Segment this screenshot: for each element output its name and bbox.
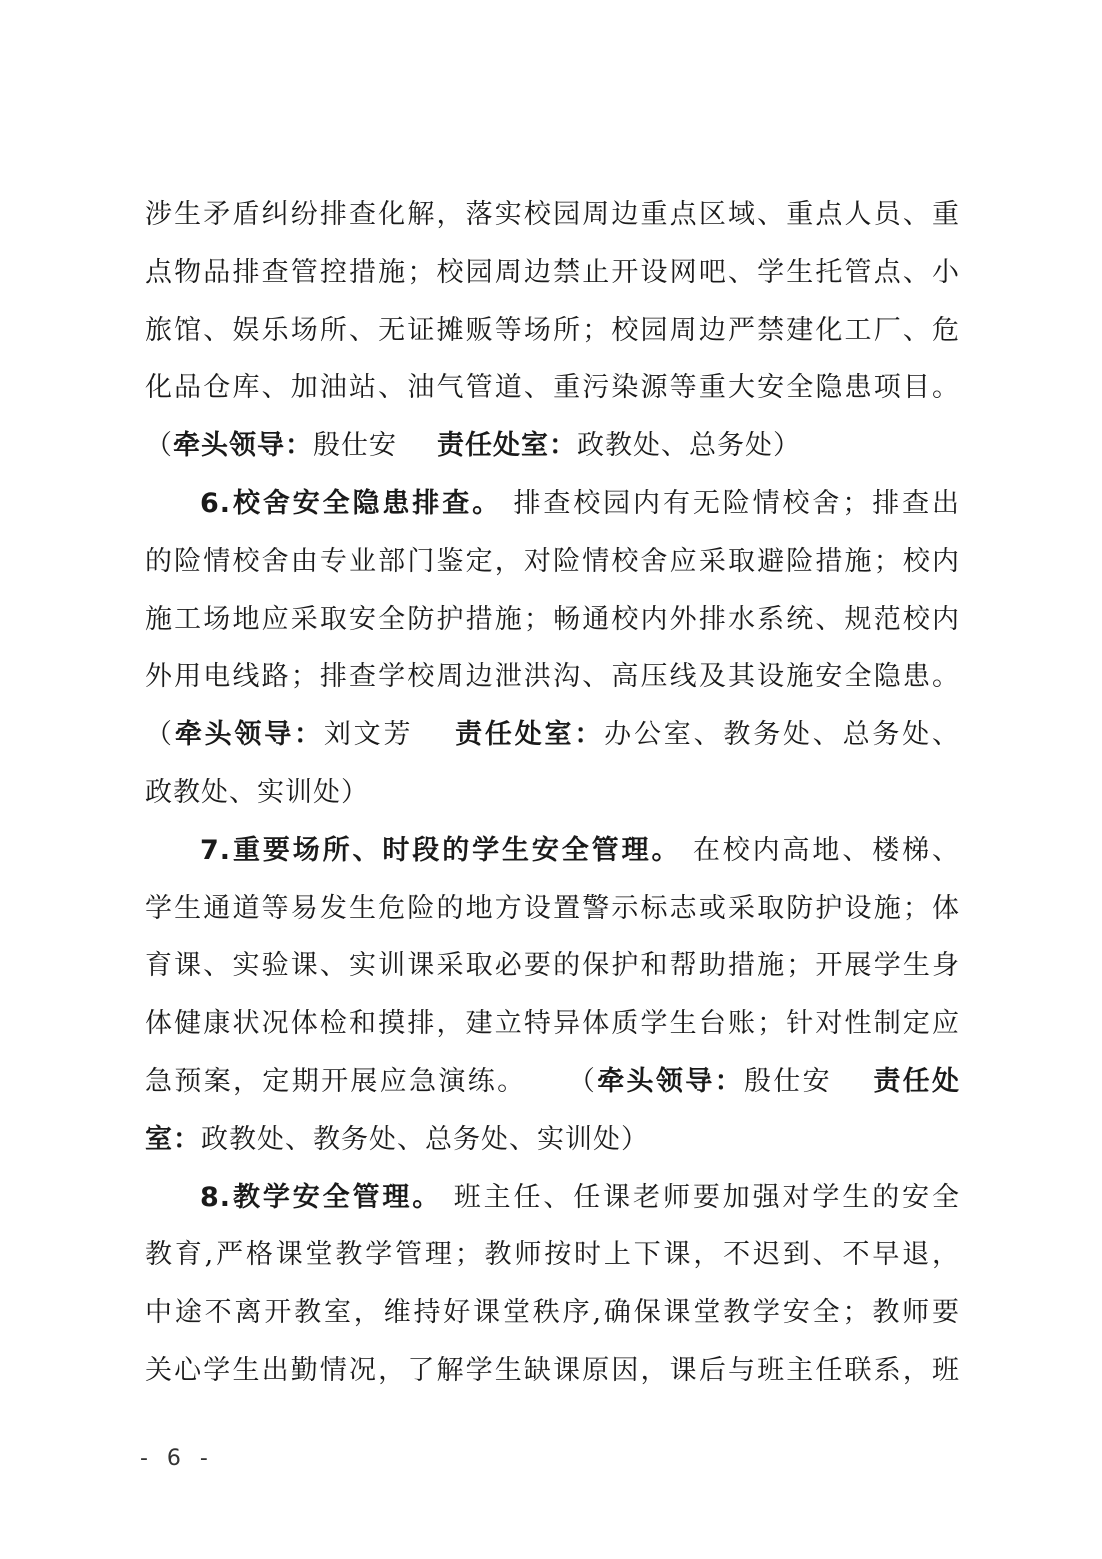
text-line: 关心学生出勤情况，了解学生缺课原因，课后与班主任联系，班 bbox=[145, 1354, 960, 1386]
text-line: 学生通道等易发生危险的地方设置警示标志或采取防护设施；体 bbox=[145, 892, 960, 924]
dept-label: 责任处室： bbox=[453, 719, 605, 751]
page-number: - 6 - bbox=[140, 1446, 214, 1471]
responsibility-line: （牵头领导：殷仕安 责任处室：政教处、总务处） bbox=[145, 430, 801, 462]
document-body bbox=[145, 186, 960, 1400]
text-line: 教育,严格课堂教学管理；教师按时上下课，不迟到、不早退， bbox=[145, 1239, 960, 1271]
text-line: 中途不离开教室，维持好课堂秩序,确保课堂教学安全；教师要 bbox=[145, 1297, 960, 1329]
dept-label: 责任处 bbox=[871, 1065, 961, 1097]
text-line: 体健康状况体检和摸排，建立特异体质学生台账；针对性制定应 bbox=[145, 1008, 960, 1040]
text-line: 育课、实验课、实训课采取必要的保护和帮助措施；开展学生身 bbox=[145, 950, 960, 982]
section-heading-7: 7.重要场所、时段的学生安全管理。 在校内高地、楼梯、 bbox=[200, 834, 960, 866]
text-line: 的险情校舍由专业部门鉴定，对险情校舍应采取避险措施；校内 bbox=[145, 545, 960, 577]
section-title: 6.校舍安全隐患排查。 bbox=[200, 487, 502, 519]
text-line: 点物品排查管控措施；校园周边禁止开设网吧、学生托管点、小 bbox=[145, 256, 960, 288]
text-line: 化品仓库、加油站、油气管道、重污染源等重大安全隐患项目。 bbox=[145, 372, 960, 404]
leader-label: 牵头领导： bbox=[597, 1065, 744, 1097]
text-line: 施工场地应采取安全防护措施；畅通校内外排水系统、规范校内 bbox=[145, 603, 960, 635]
text-line: 外用电线路；排查学校周边泄洪沟、高压线及其设施安全隐患。 bbox=[145, 661, 960, 693]
leader-label: 牵头领导： bbox=[173, 430, 313, 462]
dept-label: 室： bbox=[145, 1123, 201, 1155]
responsibility-line: 急预案，定期开展应急演练。 （牵头领导：殷仕安 责任处 bbox=[145, 1065, 961, 1097]
text-line: 涉生矛盾纠纷排查化解，落实校园周边重点区域、重点人员、重 bbox=[145, 199, 960, 230]
dept-label: 责任处室： bbox=[437, 430, 577, 462]
responsibility-line: 室：政教处、教务处、总务处、实训处） bbox=[145, 1123, 649, 1155]
responsibility-line: （牵头领导：刘文芳 责任处室：办公室、教务处、总务处、 bbox=[145, 719, 961, 751]
text-line: 政教处、实训处） bbox=[145, 776, 369, 808]
section-heading-6: 6.校舍安全隐患排查。 排查校园内有无险情校舍；排查出 bbox=[200, 487, 961, 519]
section-heading-8: 8.教学安全管理。 班主任、任课老师要加强对学生的安全 bbox=[200, 1181, 960, 1213]
text-line: 旅馆、娱乐场所、无证摊贩等场所；校园周边严禁建化工厂、危 bbox=[145, 314, 960, 346]
section-title: 8.教学安全管理。 bbox=[200, 1181, 443, 1213]
leader-label: 牵头领导： bbox=[174, 719, 324, 751]
section-title: 7.重要场所、时段的学生安全管理。 bbox=[200, 834, 682, 866]
